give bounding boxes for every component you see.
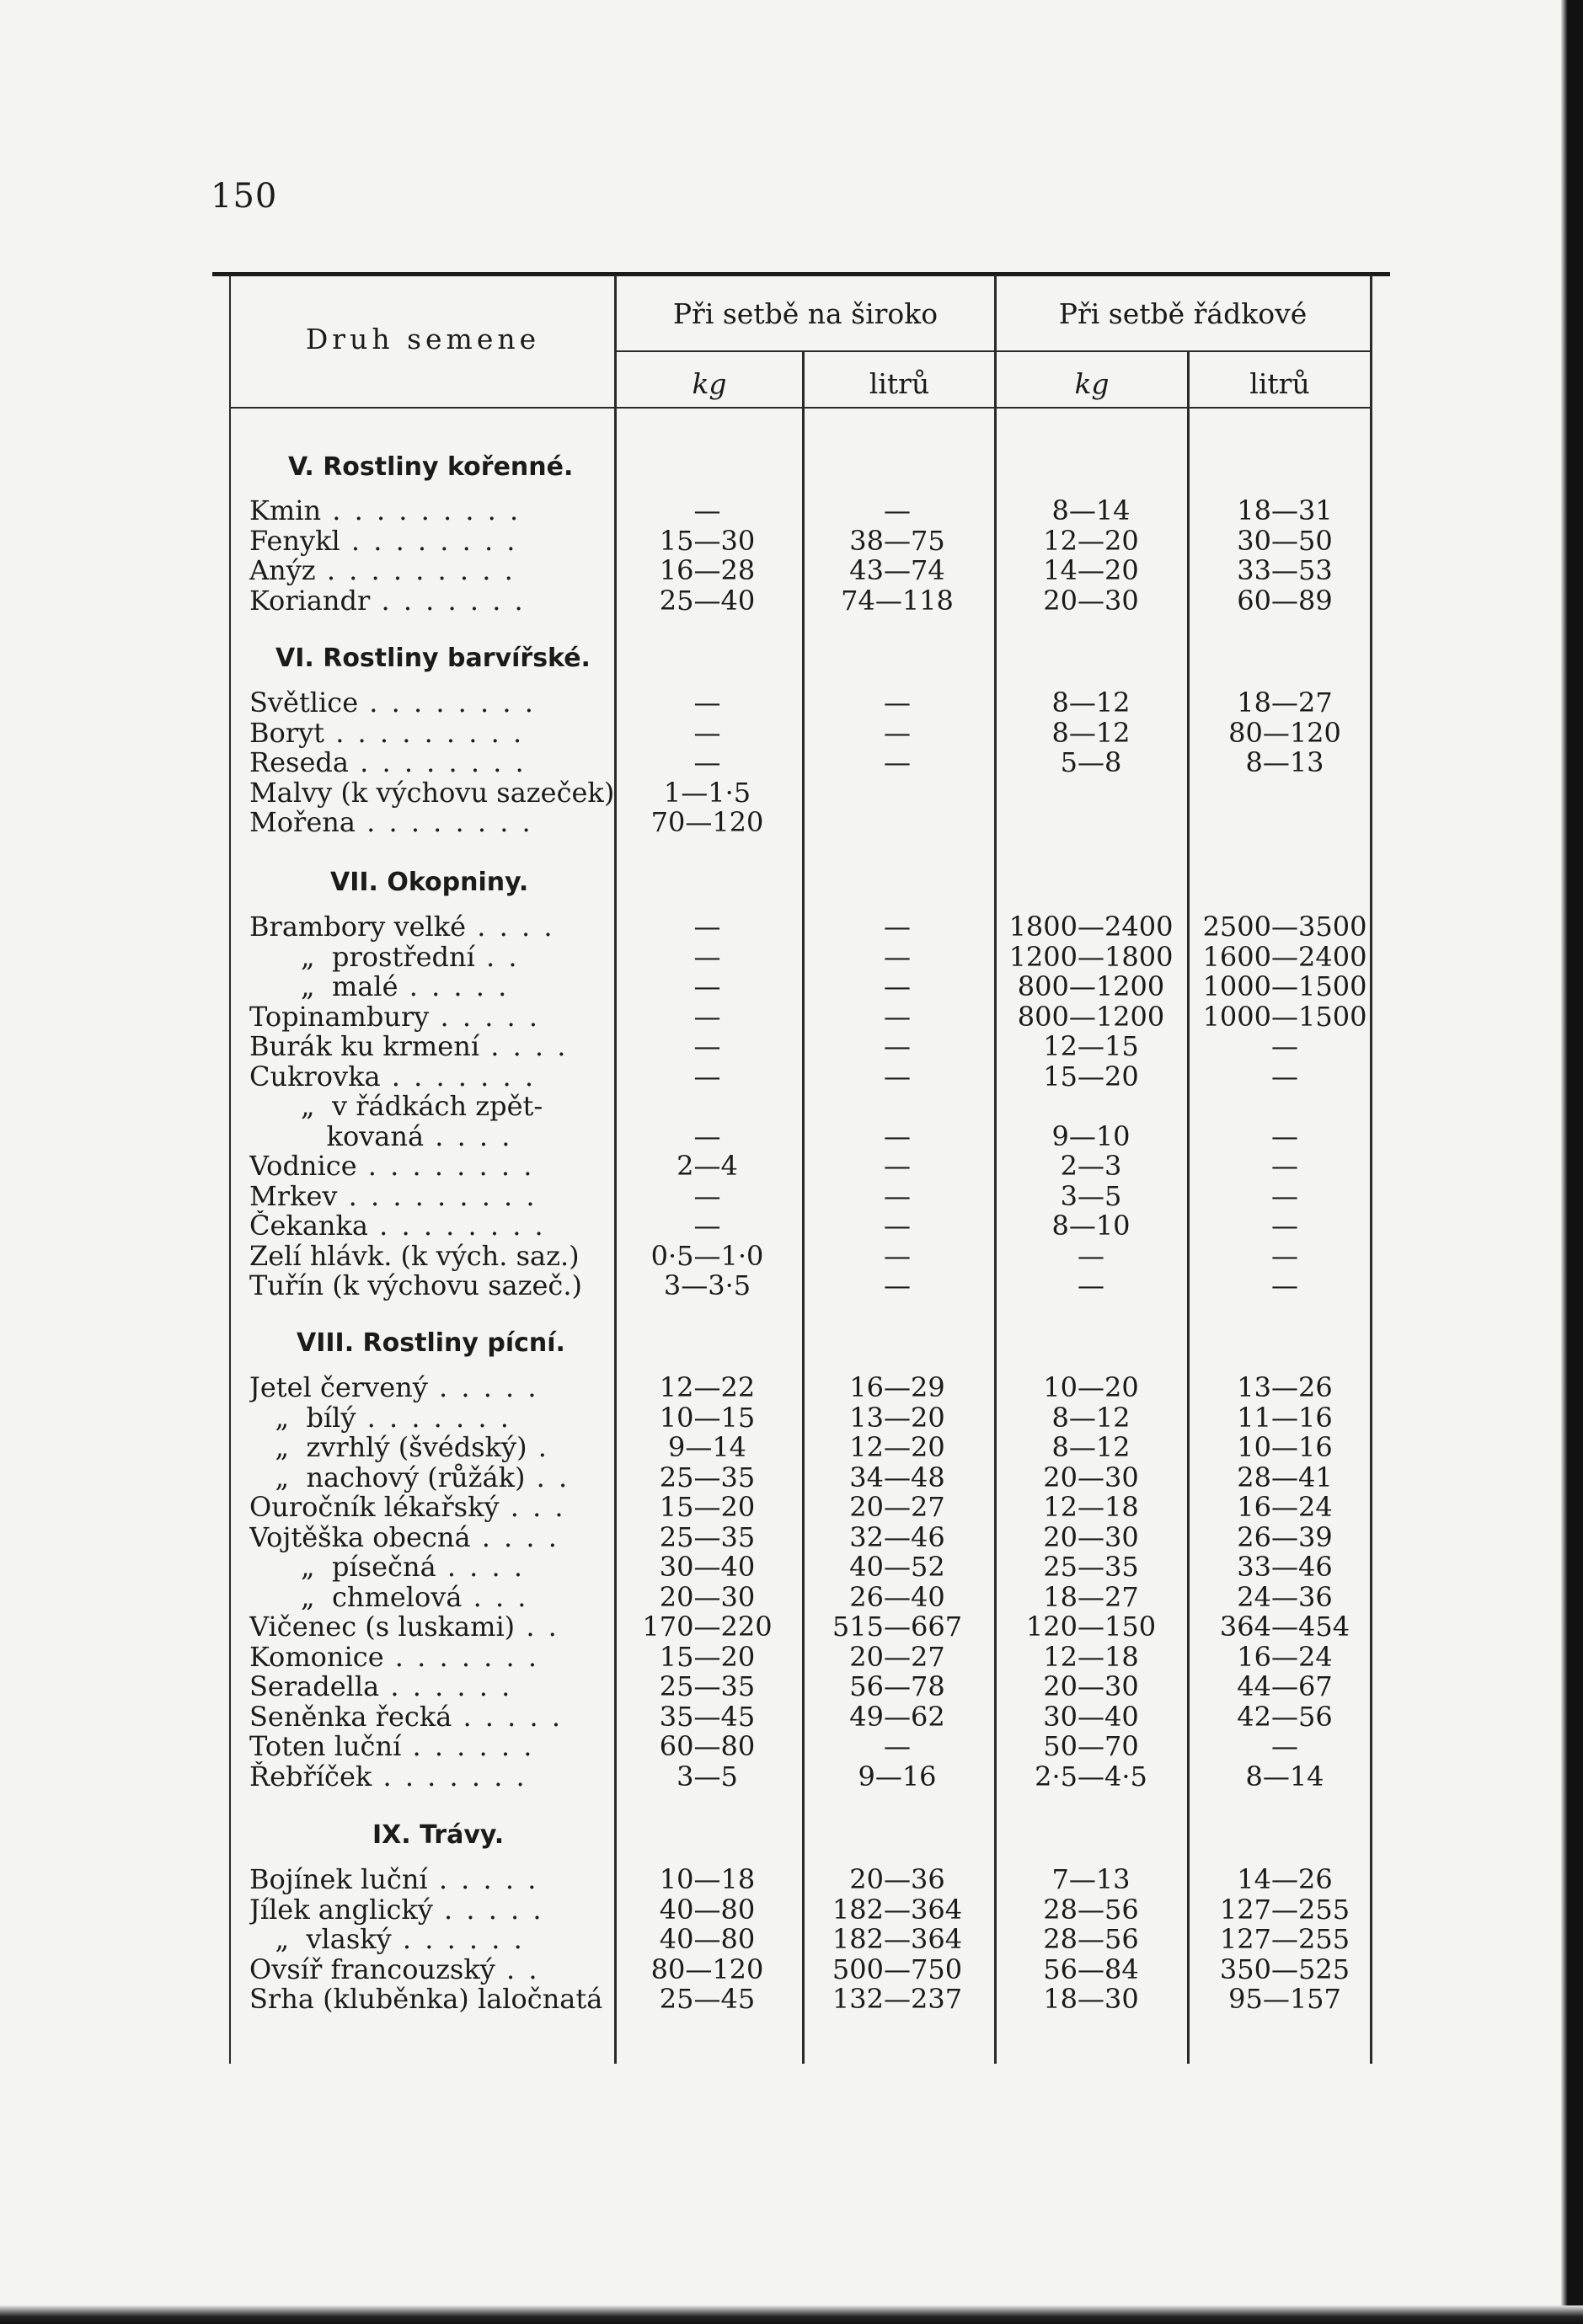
broadcast-kg-value: 9—14 <box>667 1431 747 1463</box>
header-unit-liters: litrů <box>1249 367 1310 400</box>
leader-dots: . . . . . <box>398 971 510 1002</box>
broadcast-liters-value: — <box>884 746 911 778</box>
plant-name-text: Čekanka <box>249 1210 368 1241</box>
broadcast-liters-value: — <box>884 1269 911 1301</box>
row-kg-value: 14—20 <box>1043 554 1139 586</box>
table-row <box>212 718 1390 748</box>
table-row <box>212 1984 1390 2014</box>
table-row <box>212 1522 1390 1552</box>
table-row <box>212 1091 1390 1121</box>
table-row <box>212 1121 1390 1151</box>
broadcast-liters-value: 34—48 <box>849 1461 945 1493</box>
broadcast-liters-value: 16—29 <box>849 1371 945 1403</box>
row-kg-value: 12—18 <box>1043 1640 1139 1673</box>
row-liters-value: 95—157 <box>1228 1983 1341 2015</box>
broadcast-liters-value: — <box>884 1239 911 1272</box>
leader-dots: . . . . . <box>432 1894 544 1925</box>
broadcast-kg-value: 60—80 <box>659 1730 756 1762</box>
plant-name-text: Jílek anglický <box>249 1894 433 1925</box>
broadcast-liters-value: 182—364 <box>832 1893 963 1926</box>
row-kg-value: 50—70 <box>1043 1730 1139 1762</box>
row-liters-value: 8—13 <box>1245 746 1324 778</box>
table-row <box>212 1671 1390 1702</box>
broadcast-kg-value: — <box>693 1119 721 1152</box>
row-liters-value: — <box>1271 1730 1298 1762</box>
leader-dots: . . . . . . . . . <box>324 717 525 748</box>
row-kg-value: — <box>1078 1239 1104 1272</box>
leader-dots: . . . . <box>466 911 555 942</box>
broadcast-kg-value: 35—45 <box>659 1700 756 1733</box>
plant-name-text: Fenykl <box>249 525 340 556</box>
row-kg-value: 2—3 <box>1060 1150 1122 1182</box>
plant-name-text: „ prostřední <box>249 941 475 972</box>
broadcast-kg-value: 10—18 <box>659 1863 756 1895</box>
header-row-sowing: Při setbě řádkové <box>1058 297 1308 330</box>
broadcast-liters-value: 13—20 <box>849 1401 945 1434</box>
row-kg-value: 20—30 <box>1043 1670 1139 1702</box>
broadcast-liters-value: — <box>884 1030 911 1062</box>
table-row <box>212 942 1390 972</box>
broadcast-liters-value: 56—78 <box>849 1670 945 1702</box>
plant-name-text: Mořena <box>249 807 356 837</box>
broadcast-kg-value: 3—3·5 <box>663 1269 751 1301</box>
plant-name-text: Reseda <box>249 747 349 777</box>
plant-name-text: Vodnice <box>249 1151 357 1181</box>
row-liters-value: 26—39 <box>1237 1520 1333 1553</box>
seed-quantity-table <box>212 272 1390 2064</box>
section-title: VII. Okopniny. <box>330 868 529 897</box>
row-liters-value: — <box>1271 1119 1298 1152</box>
table-row <box>212 1270 1390 1301</box>
scan-right-edge <box>1561 0 1583 2324</box>
broadcast-kg-value: 15—20 <box>659 1491 756 1523</box>
table-row <box>212 1954 1390 1985</box>
scan-bottom-edge <box>0 2305 1583 2324</box>
row-kg-value: 3—5 <box>1060 1179 1122 1212</box>
table-row <box>212 1761 1390 1792</box>
broadcast-liters-value: 43—74 <box>849 554 945 586</box>
row-kg-value: 8—12 <box>1051 716 1131 749</box>
plant-name-text: Komonice <box>249 1641 384 1672</box>
broadcast-kg-value: 40—80 <box>659 1893 756 1926</box>
row-kg-value: 12—20 <box>1043 524 1139 557</box>
row-kg-value: 18—27 <box>1043 1580 1139 1613</box>
table-row <box>212 1611 1390 1642</box>
leader-dots: . . <box>474 941 520 972</box>
plant-name-text: Srha (kluběnka) laločnatá <box>249 1984 603 2014</box>
table-row <box>212 1210 1390 1241</box>
row-kg-value: 56—84 <box>1043 1953 1139 1985</box>
plant-name-text: „ písečná <box>249 1552 436 1582</box>
row-liters-value: 18—27 <box>1237 687 1333 719</box>
row-liters-value: — <box>1271 1210 1298 1242</box>
table-row <box>212 1552 1390 1582</box>
header-unit-kg: kg <box>1074 367 1110 400</box>
leader-dots: . . . . . . . . <box>355 807 533 837</box>
plant-name-text: Vičenec (s luskami) <box>249 1611 516 1642</box>
plant-name-text: Zelí hlávk. (k vých. saz.) <box>249 1240 580 1271</box>
row-liters-value: — <box>1271 1150 1298 1182</box>
table-row <box>212 747 1390 777</box>
table-row <box>212 1181 1390 1211</box>
leader-dots: . . . . . . . <box>372 1760 527 1792</box>
broadcast-liters-value: 515—667 <box>832 1611 963 1643</box>
broadcast-liters-value: 182—364 <box>832 1923 963 1955</box>
plant-name-text: Tuřín (k výchovu sazeč.) <box>249 1270 582 1301</box>
table-row <box>212 1582 1390 1612</box>
broadcast-kg-value: — <box>693 940 721 973</box>
row-kg-value: 20—30 <box>1043 1461 1139 1493</box>
row-kg-value: 1800—2400 <box>1008 911 1174 943</box>
table-row <box>212 1731 1390 1761</box>
broadcast-liters-value: — <box>884 911 911 943</box>
row-kg-value: 25—35 <box>1043 1551 1139 1583</box>
row-liters-value: 44—67 <box>1237 1670 1333 1702</box>
table-row <box>212 1372 1390 1402</box>
row-liters-value: 42—56 <box>1237 1700 1333 1733</box>
broadcast-kg-value: 40—80 <box>659 1923 756 1955</box>
leader-dots: . . . . . . . <box>370 585 526 616</box>
row-kg-value: 30—40 <box>1043 1700 1139 1733</box>
broadcast-liters-value: — <box>884 1060 911 1093</box>
leader-dots: . . <box>515 1611 559 1642</box>
plant-name-text: „ vlaský <box>249 1924 392 1954</box>
broadcast-liters-value: 49—62 <box>849 1700 945 1733</box>
row-kg-value: 18—30 <box>1043 1983 1139 2015</box>
broadcast-liters-value: 20—36 <box>849 1863 945 1895</box>
broadcast-kg-value: 2—4 <box>677 1150 738 1182</box>
row-liters-value: — <box>1271 1060 1298 1093</box>
broadcast-kg-value: 10—15 <box>659 1401 756 1434</box>
broadcast-kg-value: 20—30 <box>659 1580 756 1613</box>
row-kg-value: — <box>1078 1269 1104 1301</box>
broadcast-liters-value: 40—52 <box>849 1551 945 1583</box>
table-row <box>212 585 1390 616</box>
row-liters-value: 80—120 <box>1228 716 1341 749</box>
plant-name-text: „ v řádkách zpět- <box>249 1091 543 1121</box>
section-title: V. Rostliny kořenné. <box>288 452 574 482</box>
plant-name-text: Ouročník lékařský <box>249 1492 500 1522</box>
plant-name-text: Brambory velké <box>249 911 467 942</box>
broadcast-kg-value: 15—20 <box>659 1640 756 1673</box>
table-row <box>212 1894 1390 1925</box>
section-title: VI. Rostliny barvířské. <box>275 644 591 673</box>
plant-name-text: Koriandr <box>249 585 371 616</box>
row-liters-value: — <box>1271 1030 1298 1062</box>
broadcast-liters-value: 132—237 <box>832 1983 963 2015</box>
leader-dots: . . . . <box>470 1521 559 1552</box>
leader-dots: . . . . . . . . <box>348 747 527 777</box>
row-kg-value: 7—13 <box>1051 1863 1131 1895</box>
row-liters-value: 1000—1500 <box>1202 1000 1367 1033</box>
row-liters-value: 14—26 <box>1237 1863 1333 1895</box>
plant-name-text: „ zvrhlý (švédský) <box>249 1432 527 1462</box>
plant-name-text: Seněnka řecká <box>249 1701 452 1732</box>
row-liters-value: 28—41 <box>1237 1461 1333 1493</box>
table-row <box>212 777 1390 808</box>
broadcast-kg-value: 3—5 <box>677 1760 738 1792</box>
leader-dots: . . . . . . . . <box>358 687 536 718</box>
row-kg-value: 15—20 <box>1043 1060 1139 1093</box>
leader-dots: . . . . . . <box>391 1924 525 1954</box>
row-kg-value: 12—18 <box>1043 1491 1139 1523</box>
row-liters-value: 11—16 <box>1237 1401 1333 1434</box>
row-liters-value: 33—53 <box>1237 554 1333 586</box>
leader-dots: . . . <box>499 1492 566 1522</box>
broadcast-kg-value: — <box>693 494 721 526</box>
leader-dots: . . . . . . . <box>356 1402 511 1433</box>
broadcast-liters-value: 74—118 <box>841 584 954 617</box>
plant-name-text: Mrkev <box>249 1180 338 1211</box>
leader-dots: . . . . <box>479 1031 569 1061</box>
broadcast-kg-value: 1—1·5 <box>663 776 751 809</box>
row-liters-value: 18—31 <box>1237 494 1333 526</box>
broadcast-liters-value: — <box>884 687 911 719</box>
leader-dots: . . . . . . . <box>383 1641 540 1672</box>
header-broadcast-sowing: Při setbě na široko <box>672 297 939 330</box>
row-liters-value: 364—454 <box>1219 1611 1350 1643</box>
broadcast-kg-value: 25—35 <box>659 1520 756 1553</box>
broadcast-liters-value: — <box>884 1210 911 1242</box>
table-row <box>212 1642 1390 1672</box>
broadcast-liters-value: 38—75 <box>849 524 945 557</box>
broadcast-kg-value: — <box>693 970 721 1002</box>
broadcast-liters-value: — <box>884 716 911 749</box>
leader-dots: . . . . . . . <box>380 1060 536 1092</box>
table-row <box>212 1492 1390 1522</box>
broadcast-liters-value: — <box>884 1150 911 1182</box>
broadcast-liters-value: — <box>884 1179 911 1212</box>
row-kg-value: 8—12 <box>1051 1431 1131 1463</box>
row-kg-value: 28—56 <box>1043 1893 1139 1926</box>
leader-dots: . . . . . <box>429 1001 541 1032</box>
table-row <box>212 807 1390 837</box>
row-liters-value: 10—16 <box>1237 1431 1333 1463</box>
table-row <box>212 911 1390 942</box>
plant-name-text: „ nachový (růžák) <box>249 1461 526 1493</box>
broadcast-kg-value: — <box>693 1179 721 1212</box>
broadcast-liters-value: — <box>884 1730 911 1762</box>
row-liters-value: 8—14 <box>1245 1760 1324 1792</box>
header-species: Druh semene <box>305 323 541 355</box>
table-row <box>212 1864 1390 1894</box>
broadcast-liters-value: 20—27 <box>849 1640 945 1673</box>
table-row <box>212 1462 1390 1493</box>
broadcast-kg-value: — <box>693 1210 721 1242</box>
row-liters-value: 350—525 <box>1219 1953 1350 1985</box>
table-top-rule <box>212 272 1390 276</box>
row-liters-value: 60—89 <box>1237 584 1333 617</box>
leader-dots: . . <box>495 1953 540 1985</box>
row-kg-value: 8—12 <box>1051 1401 1131 1434</box>
section-title: VIII. Rostliny pícní. <box>297 1328 565 1358</box>
broadcast-liters-value: — <box>884 1000 911 1033</box>
row-liters-value: 16—24 <box>1237 1491 1333 1523</box>
row-liters-value: — <box>1271 1239 1298 1272</box>
broadcast-kg-value: 12—22 <box>659 1371 756 1403</box>
plant-name-text: Cukrovka <box>249 1060 381 1092</box>
plant-name-text: Světlice <box>249 687 359 718</box>
table-row <box>212 1241 1390 1271</box>
row-kg-value: 1200—1800 <box>1008 940 1174 973</box>
broadcast-kg-value: — <box>693 911 721 943</box>
broadcast-liters-value: 32—46 <box>849 1520 945 1553</box>
row-kg-value: 8—10 <box>1051 1210 1131 1242</box>
plant-name-text: Kmin <box>249 495 322 526</box>
broadcast-kg-value: 0·5—1·0 <box>650 1239 764 1272</box>
plant-name-text: Malvy (k výchovu sazeček) <box>249 777 615 808</box>
row-kg-value: 8—12 <box>1051 687 1131 719</box>
broadcast-kg-value: 170—220 <box>642 1611 773 1643</box>
broadcast-kg-value: 16—28 <box>659 554 756 586</box>
broadcast-liters-value: — <box>884 970 911 1002</box>
broadcast-kg-value: 25—40 <box>659 584 756 617</box>
plant-name-text: „ bílý <box>249 1402 356 1433</box>
leader-dots: . . . . . . . . <box>356 1151 535 1181</box>
row-kg-value: 800—1200 <box>1017 970 1165 1002</box>
row-kg-value: 8—14 <box>1051 494 1131 526</box>
plant-name-text: Bojínek luční <box>249 1864 428 1894</box>
leader-dots: . . . . . . . . . <box>321 495 521 526</box>
row-kg-value: 20—30 <box>1043 584 1139 617</box>
leader-dots: . . . . . . . . <box>340 525 518 556</box>
row-kg-value: 12—15 <box>1043 1030 1139 1062</box>
plant-name-text: Vojtěška obecná <box>249 1521 471 1552</box>
row-liters-value: 1600—2400 <box>1202 940 1367 973</box>
row-kg-value: 2·5—4·5 <box>1035 1760 1147 1792</box>
table-row <box>212 1002 1390 1032</box>
plant-name-text: „ malé <box>249 971 398 1002</box>
plant-name-text: Ovsíř francouzský <box>249 1953 495 1985</box>
leader-dots: . . . . . . <box>379 1671 513 1702</box>
broadcast-liters-value: 12—20 <box>849 1431 945 1463</box>
row-kg-value: 800—1200 <box>1017 1000 1165 1033</box>
row-liters-value: 33—46 <box>1237 1551 1333 1583</box>
plant-name-text: Seradella <box>249 1671 380 1702</box>
row-kg-value: 9—10 <box>1051 1119 1131 1152</box>
row-liters-value: 1000—1500 <box>1202 970 1367 1002</box>
row-kg-value: 10—20 <box>1043 1371 1139 1403</box>
row-liters-value: 127—255 <box>1219 1893 1350 1926</box>
row-kg-value: 120—150 <box>1025 1611 1157 1643</box>
leader-dots: . . . . . <box>452 1701 563 1732</box>
table-row <box>212 1924 1390 1954</box>
leader-dots: . . . . <box>436 1552 526 1582</box>
table-row <box>212 526 1390 556</box>
row-liters-value: 13—26 <box>1237 1371 1333 1403</box>
leader-dots: . <box>527 1432 549 1462</box>
plant-name-text: Toten luční <box>249 1731 402 1761</box>
leader-dots: . . . <box>462 1581 529 1612</box>
row-liters-value: 2500—3500 <box>1202 911 1367 943</box>
table-row <box>212 687 1390 718</box>
plant-name-text: Anýz <box>249 555 316 585</box>
table-row <box>212 1031 1390 1061</box>
broadcast-kg-value: 70—120 <box>650 806 764 838</box>
leader-dots: . . . . . . . . . <box>337 1180 537 1211</box>
header-sub-rule <box>617 350 1371 352</box>
plant-name-text: Boryt <box>249 717 325 748</box>
broadcast-kg-value: 30—40 <box>659 1551 756 1583</box>
leader-dots: . . <box>525 1461 570 1493</box>
plant-name-text: kovaná <box>249 1120 425 1151</box>
table-row <box>212 1151 1390 1181</box>
row-liters-value: — <box>1271 1179 1298 1212</box>
plant-name-text: „ chmelová <box>249 1581 463 1612</box>
plant-name-text: Topinambury <box>249 1001 430 1032</box>
broadcast-kg-value: — <box>693 687 721 719</box>
row-liters-value: 16—24 <box>1237 1640 1333 1673</box>
broadcast-kg-value: — <box>693 746 721 778</box>
broadcast-liters-value: — <box>884 940 911 973</box>
broadcast-kg-value: 15—30 <box>659 524 756 557</box>
broadcast-liters-value: 9—16 <box>858 1760 937 1792</box>
leader-dots: . . . . <box>424 1120 513 1151</box>
row-kg-value: 20—30 <box>1043 1520 1139 1553</box>
broadcast-liters-value: — <box>884 494 911 526</box>
page-number: 150 <box>211 177 278 216</box>
table-row <box>212 1402 1390 1433</box>
row-liters-value: 24—36 <box>1237 1580 1333 1613</box>
broadcast-liters-value: — <box>884 1119 911 1152</box>
broadcast-liters-value: 500—750 <box>832 1953 963 1985</box>
leader-dots: . . . . . . . . . <box>315 555 516 585</box>
broadcast-kg-value: — <box>693 1030 721 1062</box>
plant-name-text: Jetel červený <box>249 1372 428 1402</box>
broadcast-kg-value: 25—35 <box>659 1670 756 1702</box>
plant-name <box>249 1091 816 1121</box>
row-liters-value: 127—255 <box>1219 1923 1350 1955</box>
broadcast-kg-value: 25—35 <box>659 1461 756 1493</box>
broadcast-liters-value: 20—27 <box>849 1491 945 1523</box>
broadcast-kg-value: — <box>693 1060 721 1093</box>
table-row <box>212 495 1390 526</box>
leader-dots: . . . . . <box>427 1864 539 1894</box>
header-unit-liters: litrů <box>869 367 930 400</box>
plant-name-text: Řebříček <box>249 1760 372 1792</box>
table-row <box>212 1432 1390 1462</box>
table-row <box>212 971 1390 1002</box>
table-row <box>212 1061 1390 1092</box>
leader-dots: . . . . . <box>427 1372 539 1402</box>
plant-name-text: Burák ku krmení <box>249 1031 480 1061</box>
row-liters-value: 30—50 <box>1237 524 1333 557</box>
leader-dots: . . . . . . . . <box>367 1210 546 1241</box>
row-kg-value: 5—8 <box>1060 746 1122 778</box>
leader-dots: . . . . . . <box>401 1731 535 1761</box>
broadcast-liters-value: 26—40 <box>849 1580 945 1613</box>
header-unit-kg: kg <box>692 367 727 400</box>
broadcast-kg-value: — <box>693 1000 721 1033</box>
section-title: IX. Trávy. <box>372 1820 505 1850</box>
table-row <box>212 555 1390 585</box>
row-liters-value: — <box>1271 1269 1298 1301</box>
row-kg-value: 28—56 <box>1043 1923 1139 1955</box>
broadcast-kg-value: 80—120 <box>650 1953 764 1985</box>
broadcast-kg-value: — <box>693 716 721 749</box>
header-bottom-rule <box>231 407 1371 409</box>
table-row <box>212 1702 1390 1732</box>
broadcast-kg-value: 25—45 <box>659 1983 756 2015</box>
